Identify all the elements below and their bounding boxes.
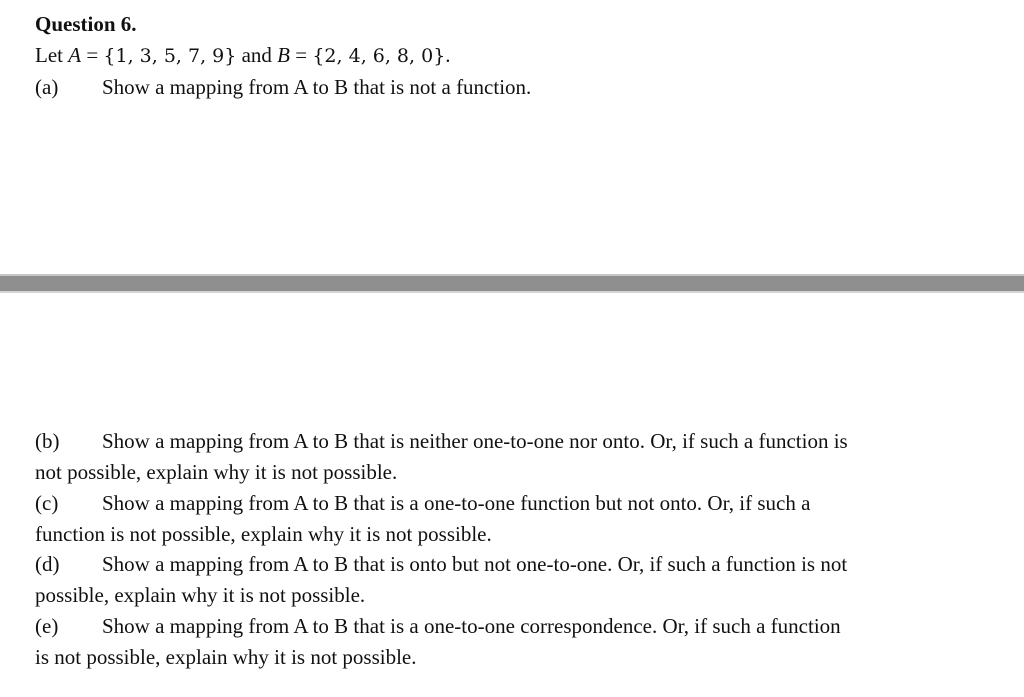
part-e-text-line2: is not possible, explain why it is not possible. — [35, 645, 417, 669]
let-prefix: Let — [35, 43, 69, 67]
part-d-label: (d) — [35, 552, 60, 576]
page-divider-shadow — [0, 291, 1024, 293]
part-b-text-line1: Show a mapping from A to B that is neither one-to-one nor onto. Or, if such a function is — [102, 429, 848, 453]
part-c-label: (c) — [35, 491, 59, 515]
part-e-label: (e) — [35, 614, 59, 638]
equals-sign-a: = — [81, 43, 104, 67]
part-d-text-line2: possible, explain why it is not possible. — [35, 583, 366, 607]
set-b-elements: {2, 4, 6, 8, 0} — [312, 45, 446, 67]
question-title: Question 6. — [35, 12, 137, 36]
set-b-variable: B — [277, 43, 290, 67]
part-b-label: (b) — [35, 429, 60, 453]
part-e-text-line1: Show a mapping from A to B that is a one-to-one correspondence. Or, if such a function — [102, 614, 841, 638]
part-a-text: Show a mapping from A to B that is not a function. — [102, 75, 532, 99]
part-a — [35, 72, 531, 102]
set-definition — [35, 40, 451, 71]
part-d-line1 — [35, 549, 847, 579]
sentence-period: . — [445, 43, 451, 67]
part-b-line1 — [35, 426, 848, 456]
part-c-text-line1: Show a mapping from A to B that is a one-to-one function but not onto. Or, if such a — [102, 491, 811, 515]
part-d-text-line1: Show a mapping from A to B that is onto but not one-to-one. Or, if such a function is not — [102, 552, 848, 576]
part-c-text-line2: function is not possible, explain why it is not possible. — [35, 522, 492, 546]
part-e-line1 — [35, 611, 841, 641]
set-a-elements: {1, 3, 5, 7, 9} — [103, 45, 237, 67]
part-c-line1 — [35, 488, 810, 518]
part-b-text-line2: not possible, explain why it is not possible. — [35, 460, 398, 484]
part-a-label: (a) — [35, 75, 59, 99]
set-a-variable: A — [68, 43, 82, 67]
and-text: and — [236, 43, 278, 67]
page-divider — [0, 276, 1024, 291]
equals-sign-b: = — [290, 43, 313, 67]
